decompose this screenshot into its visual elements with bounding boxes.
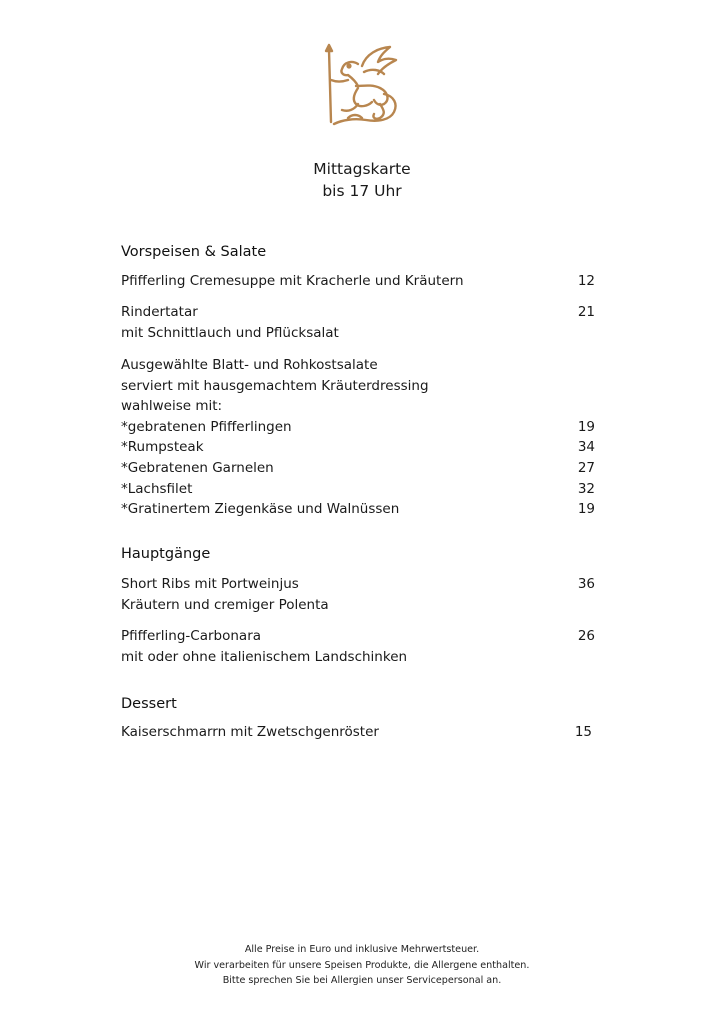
section-heading-vorspeisen: Vorspeisen & Salate bbox=[121, 244, 267, 260]
item-name: Rindertatar bbox=[121, 304, 198, 320]
option-name: *gebratenen Pfifferlingen bbox=[121, 418, 292, 435]
salad-option bbox=[121, 417, 595, 438]
menu-item-salate bbox=[121, 355, 595, 520]
item-name: Kaiserschmarrn mit Zwetschgenröster bbox=[121, 724, 379, 740]
footer-notes bbox=[0, 942, 724, 989]
item-description: mit oder ohne italienischem Landschinken bbox=[121, 648, 408, 665]
option-name: *Gratinertem Ziegenkäse und Walnüssen bbox=[121, 501, 400, 518]
item-price: 12 bbox=[577, 273, 595, 289]
item-description: wahlweise mit: bbox=[121, 398, 223, 415]
option-price: 19 bbox=[577, 418, 595, 435]
menu-subtitle: bis 17 Uhr bbox=[322, 182, 402, 200]
section-heading-hauptgaenge: Hauptgänge bbox=[121, 546, 211, 562]
salad-option bbox=[121, 499, 595, 520]
option-price: 34 bbox=[577, 439, 595, 456]
item-name: Pfifferling Cremesuppe mit Kracherle und Kräutern bbox=[121, 273, 464, 289]
footer-line-service: Bitte sprechen Sie bei Allergien unser Servicepersonal an. bbox=[222, 975, 502, 987]
menu-item-cremesuppe bbox=[121, 271, 595, 292]
menu-item-short-ribs bbox=[121, 574, 595, 615]
option-name: *Gebratenen Garnelen bbox=[121, 459, 274, 476]
menu-item-rindertatar bbox=[121, 302, 595, 343]
menu-item-kaiserschmarrn bbox=[121, 722, 592, 743]
option-name: *Lachsfilet bbox=[121, 480, 193, 497]
option-name: *Rumpsteak bbox=[121, 439, 204, 456]
griffin-logo-icon bbox=[318, 42, 402, 128]
item-name: Pfifferling-Carbonara bbox=[121, 628, 262, 644]
menu-title: Mittagskarte bbox=[313, 160, 411, 178]
option-price: 32 bbox=[577, 480, 595, 497]
item-price: 36 bbox=[577, 576, 595, 592]
item-price: 21 bbox=[577, 304, 595, 320]
menu-item-carbonara bbox=[121, 626, 595, 667]
salad-option bbox=[121, 437, 595, 458]
section-heading-dessert: Dessert bbox=[121, 696, 177, 712]
footer-line-prices: Alle Preise in Euro und inklusive Mehrwertsteuer. bbox=[244, 944, 480, 955]
salad-option bbox=[121, 458, 595, 479]
item-description: serviert mit hausgemachtem Kräuterdressing bbox=[121, 377, 429, 394]
option-price: 19 bbox=[577, 501, 595, 518]
item-name: Short Ribs mit Portweinjus bbox=[121, 576, 299, 592]
salad-option bbox=[121, 479, 595, 500]
item-price: 26 bbox=[577, 628, 595, 644]
item-price: 15 bbox=[574, 724, 592, 740]
footer-line-allergens: Wir verarbeiten für unsere Speisen Produkte, die Allergene enthalten. bbox=[194, 959, 530, 971]
option-price: 27 bbox=[577, 459, 595, 476]
item-description: Kräutern und cremiger Polenta bbox=[121, 596, 329, 613]
item-name: Ausgewählte Blatt- und Rohkostsalate bbox=[121, 357, 378, 373]
item-description: mit Schnittlauch und Pflücksalat bbox=[121, 324, 339, 341]
